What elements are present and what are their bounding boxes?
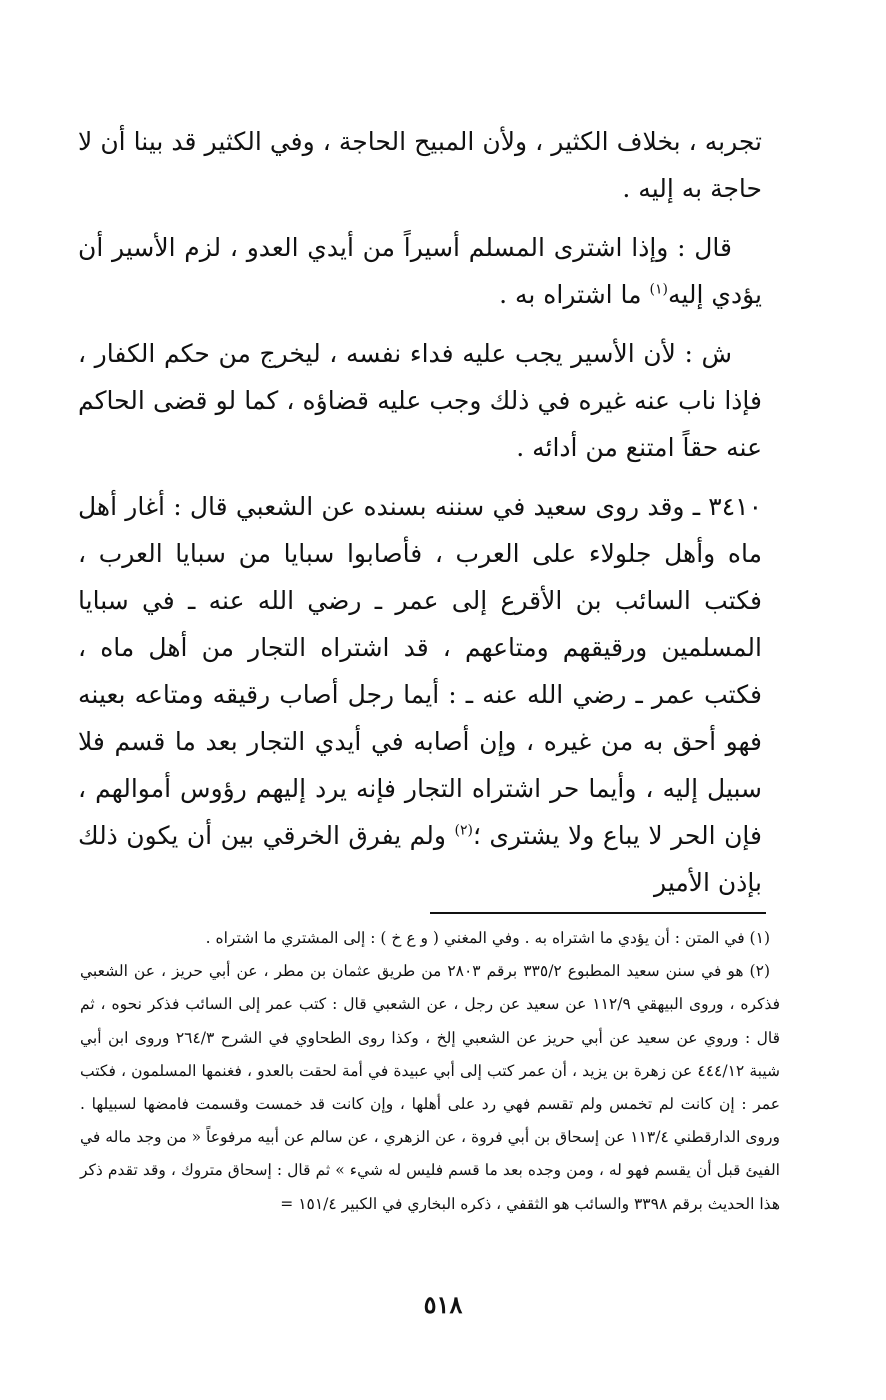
footnotes (80, 922, 780, 1221)
paragraph-2-text-end: ما اشتراه به . (499, 280, 650, 309)
footnote-2: (٢) هو في سنن سعيد المطبوع ٣٣٥/٢ برقم ٢٨٠٣ من طريق عثمان بن مطر ، عن أبي حريز ، عن الشعبي فذكره ، وروى البيهقي ١١٢/٩ عن سعيد عن رجل ، عن الشعبي قال : كتب عمر إلى السائب فذكر نحوه ، ثم قال : وروي عن سعيد عن أبي حريز عن الشعبي إلخ ، وكذا روى الطحاوي في الشرح ٢٦٤/٣ وروى ابن أبي شيبة ٤٤٤/١٢ عن زهرة بن يزيد ، أن عمر كتب إلى أبي عبيدة في أمة لحقت بالعدو ، فغنمها المسلمون ، فكتب عمر : إن كانت لم تخمس ولم تقسم فهي رد على أهلها ، وإن كانت قد خمست وقسمت فامضها لسبيلها . وروى الدارقطني ١١٣/٤ عن إسحاق بن أبي فروة ، عن الزهري ، عن سالم عن أبيه مرفوعاً « من وجد ماله في الفيئ قبل أن يقسم فهو له ، ومن وجده بعد ما قسم فليس له شيء » ثم قال : إسحاق متروك ، وقد تقدم ذكر هذا الحديث برقم ٣٣٩٨ والسائب هو الثقفي ، ذكره البخاري في الكبير ١٥١/٤ = (80, 962, 780, 1213)
footnote-1: (١) في المتن : أن يؤدي ما اشتراه به . وفي المغني ( و ع خ ) : إلى المشتري ما اشتراه . (205, 929, 770, 947)
paragraph-1-text: تجربه ، بخلاف الكثير ، ولأن المبيح الحاجة ، وفي الكثير قد بينا أن لا حاجة به إليه . (78, 127, 762, 203)
paragraph-3-text: ش : لأن الأسير يجب عليه فداء نفسه ، ليخرج من حكم الكفار ، فإذا ناب عنه غيره في ذلك وجب عليه قضاؤه ، كما لو قضى الحاكم عنه حقاً امتنع من أدائه . (78, 339, 762, 462)
paragraph-3 (78, 330, 762, 471)
paragraph-2 (78, 224, 762, 318)
page-number: ٥١٨ (423, 1290, 463, 1319)
paragraph-1 (78, 118, 762, 212)
paragraph-4-text-start: ـ وقد روى سعيد في سننه بسنده عن الشعبي قال : أغار أهل ماه وأهل جلولاء على العرب ، فأصابوا سبايا من سبايا العرب ، فكتب السائب بن الأقرع إلى عمر ـ رضي الله عنه ـ في سبايا المسلمين ورقيقهم ومتاعهم ، قد اشتراه التجار من أهل ماه ، فكتب عمر ـ رضي الله عنه ـ : أيما رجل أصاب رقيقه ومتاعه بعينه فهو أحق به من غيره ، وإن أصابه في أيدي التجار بعد ما قسم فلا سبيل إليه ، وأيما حر اشتراه التجار فإنه يرد إليهم رؤوس أموالهم ، فإن الحر لا يباع ولا يشترى ؛ (78, 492, 763, 850)
main-text (78, 118, 762, 916)
footnote-ref-1: (١) (649, 281, 668, 298)
paragraph-4-text-end: ولم يفرق الخرقي بين أن يكون ذلك بإذن الأمير (78, 821, 762, 897)
footnote-divider (430, 912, 766, 914)
paragraph-2-text-start: قال : وإذا اشترى المسلم أسيراً من أيدي العدو ، لزم الأسير أن يؤدي إليه (78, 233, 762, 309)
footnote-ref-2: (٢) (454, 822, 473, 839)
paragraph-4 (78, 483, 762, 906)
entry-number: ٣٤١٠ (708, 492, 762, 521)
